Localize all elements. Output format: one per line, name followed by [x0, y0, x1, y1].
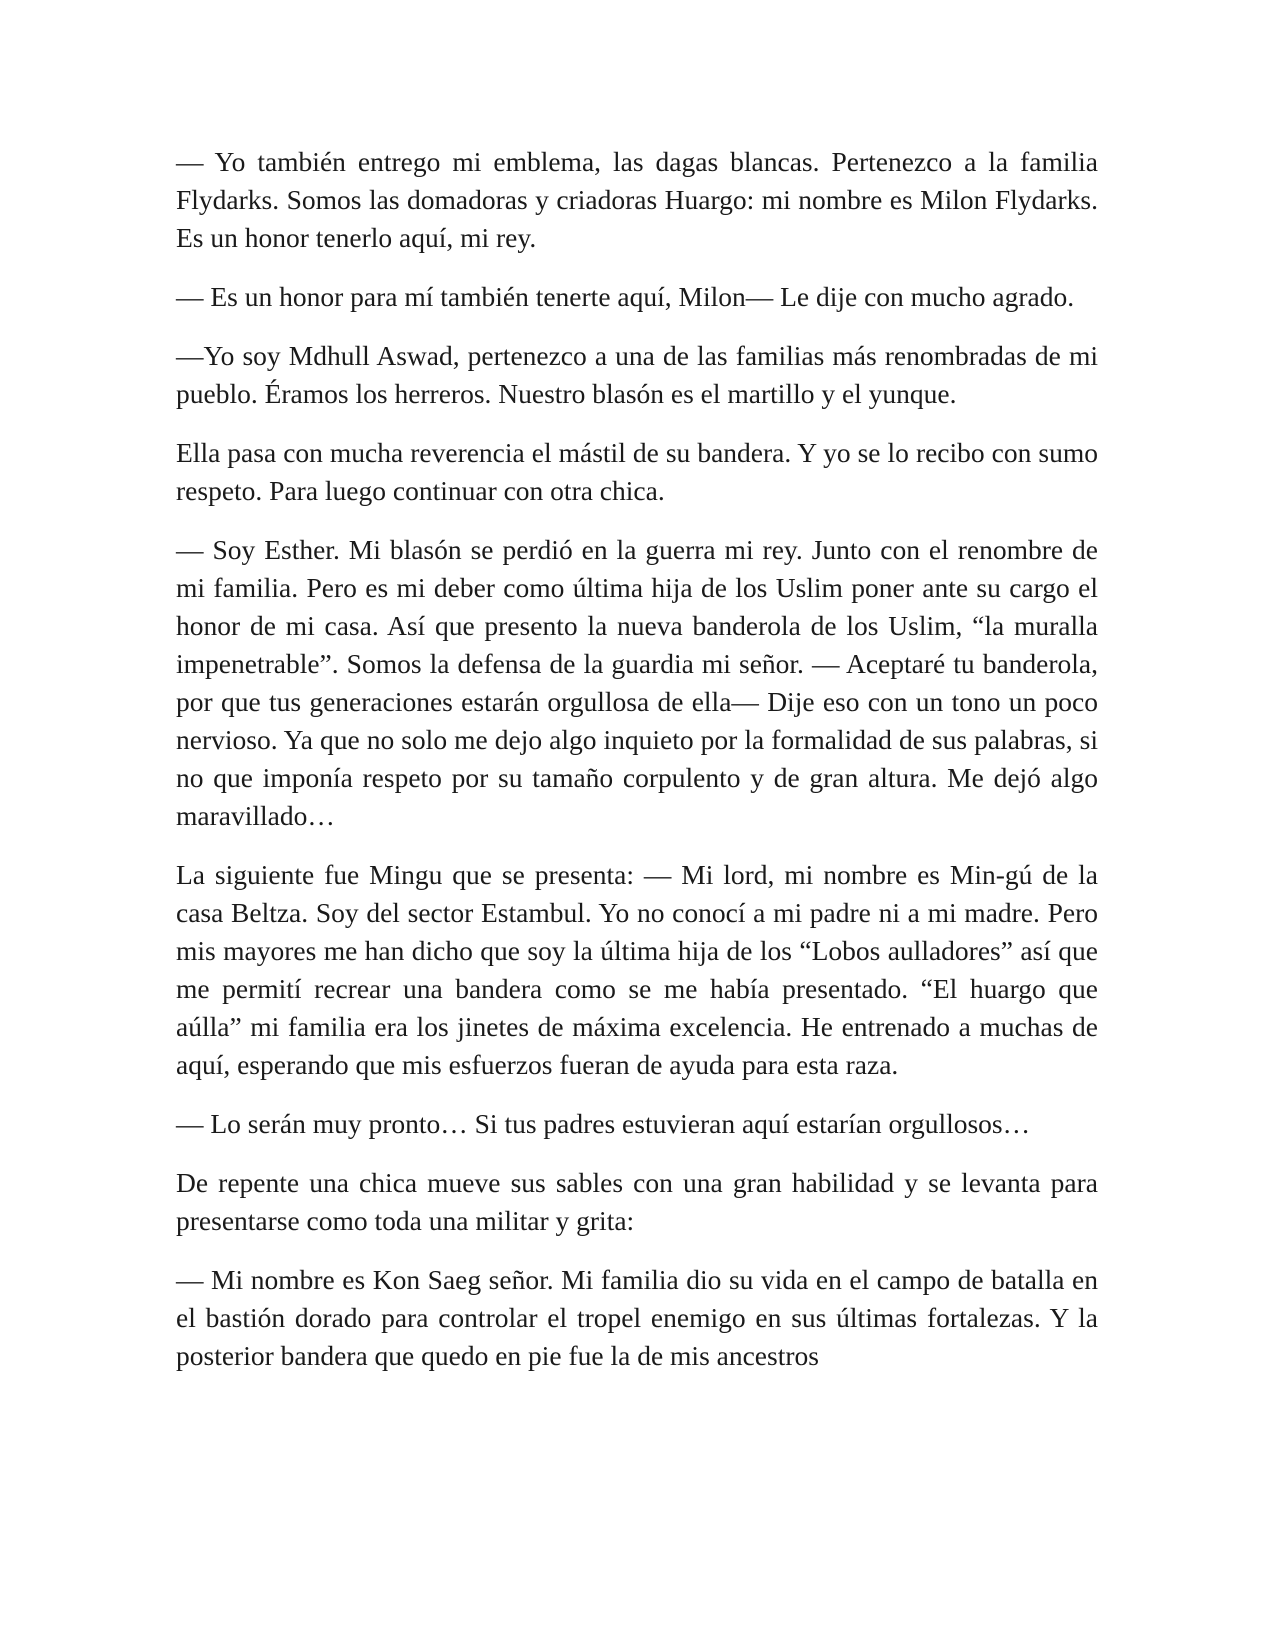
- paragraph-milon-intro: — Yo también entrego mi emblema, las dagas blancas. Pertenezco a la familia Flydarks. Somos las domadoras y criadoras Huargo: mi nombre es Milon Flydarks. Es un honor tenerlo aquí, mi rey.: [176, 146, 1098, 253]
- paragraph-king-reply-mingu: — Lo serán muy pronto… Si tus padres estuvieran aquí estarían orgullosos…: [176, 1108, 1031, 1139]
- paragraph-mingu-intro: La siguiente fue Mingu que se presenta: — Mi lord, mi nombre es Min-gú de la casa Beltza. Soy del sector Estambul. Yo no conocí a mi padre ni a mi madre. Pero mis mayores me han dicho que soy la última hija de los “Lobos aulladores” así que me permití recrear una bandera como se me había presentado. “El huargo que aúlla” mi familia era los jinetes de máxima excelencia. He entrenado a muchas de aquí, esperando que mis esfuerzos fueran de ayuda para esta raza.: [176, 859, 1098, 1080]
- paragraph-sabre-girl: De repente una chica mueve sus sables con una gran habilidad y se levanta para presentarse como toda una militar y grita:: [176, 1167, 1098, 1236]
- body-text: [176, 143, 1098, 1396]
- paragraph-esther-intro: — Soy Esther. Mi blasón se perdió en la guerra mi rey. Junto con el renombre de mi familia. Pero es mi deber como última hija de los Uslim poner ante su cargo el honor de mi casa. Así que presento la nueva banderola de los Uslim, “la muralla impenetrable”. Somos la defensa de la guardia mi señor. — Aceptaré tu banderola, por que tus generaciones estarán orgullosa de ella— Dije eso con un tono un poco nervioso. Ya que no solo me dejo algo inquieto por la formalidad de sus palabras, si no que imponía respeto por su tamaño corpulento y de gran altura. Me dejó algo maravillado…: [176, 534, 1098, 831]
- paragraph-mdhull-intro: —Yo soy Mdhull Aswad, pertenezco a una de las familias más renombradas de mi pueblo. Éramos los herreros. Nuestro blasón es el martillo y el yunque.: [176, 340, 1098, 409]
- paragraph-kon-saeg-intro: — Mi nombre es Kon Saeg señor. Mi familia dio su vida en el campo de batalla en el bastión dorado para controlar el tropel enemigo en sus últimas fortalezas. Y la posterior bandera que quedo en pie fue la de mis ancestros: [176, 1264, 1098, 1371]
- paragraph-banner-handover: Ella pasa con mucha reverencia el mástil de su bandera. Y yo se lo recibo con sumo respeto. Para luego continuar con otra chica.: [176, 437, 1098, 506]
- paragraph-king-reply-milon: — Es un honor para mí también tenerte aquí, Milon— Le dije con mucho agrado.: [176, 281, 1075, 312]
